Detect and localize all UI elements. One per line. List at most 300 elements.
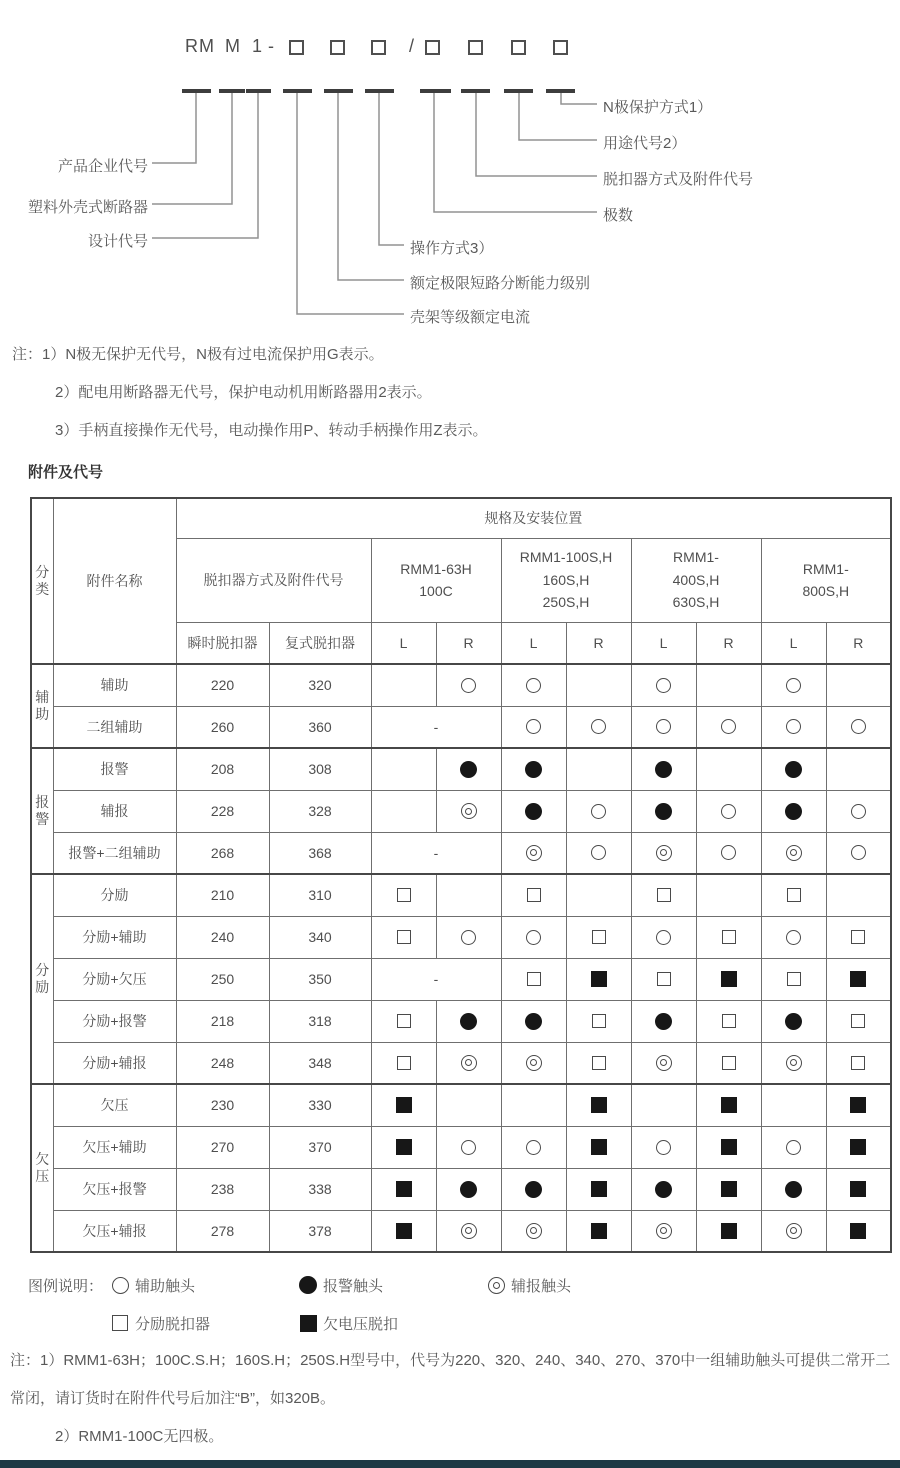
undervoltage-release-symbol (396, 1097, 412, 1113)
instant-code-cell: 270 (176, 1126, 269, 1168)
symbol-cell (826, 916, 891, 958)
label-usage-code: 用途代号2） (603, 135, 687, 152)
accessory-name-cell: 辅报 (53, 790, 176, 832)
shunt-release-symbol (722, 1056, 736, 1070)
symbol-cell (696, 916, 761, 958)
symbol-cell (631, 916, 696, 958)
aux-alarm-contact-icon (488, 1277, 505, 1294)
table-row (31, 1210, 891, 1252)
not-available-cell: - (371, 958, 501, 1000)
aux-alarm-contact-symbol (526, 845, 542, 861)
alarm-contact-icon (299, 1276, 317, 1294)
symbol-cell (436, 748, 501, 790)
aux-contact-symbol (461, 678, 476, 693)
undervoltage-release-symbol (591, 1223, 607, 1239)
label-enterprise-code: 产品企业代号 (57, 158, 148, 175)
code-part-m: M (225, 36, 241, 56)
symbol-cell (371, 1084, 436, 1126)
header-accessory-name: 附件名称 (53, 498, 176, 664)
symbol-cell (826, 1042, 891, 1084)
symbol-cell (631, 958, 696, 1000)
aux-contact-symbol (461, 930, 476, 945)
aux-contact-symbol (721, 719, 736, 734)
category-cell: 报警 (31, 748, 53, 874)
instant-code-cell: 240 (176, 916, 269, 958)
symbol-cell (696, 706, 761, 748)
undervoltage-release-symbol (850, 1223, 866, 1239)
symbol-cell (696, 1210, 761, 1252)
aux-alarm-contact-symbol (656, 1223, 672, 1239)
aux-contact-icon (112, 1277, 129, 1294)
header-model: RMM1-100S,H 160S,H 250S,H (501, 538, 631, 622)
symbol-cell (761, 1084, 826, 1126)
symbol-cell (696, 874, 761, 916)
label-breaking-capacity: 额定极限短路分断能力级别 (410, 275, 591, 292)
shunt-release-symbol (657, 888, 671, 902)
symbol-cell (371, 1042, 436, 1084)
instant-code-cell: 210 (176, 874, 269, 916)
aux-contact-symbol (656, 678, 671, 693)
symbol-cell (631, 832, 696, 874)
header-right: R (826, 622, 891, 664)
header-category: 分类 (31, 498, 53, 664)
symbol-cell (761, 958, 826, 1000)
compound-code-cell: 338 (269, 1168, 371, 1210)
legend (28, 1266, 900, 1342)
symbol-cell (436, 664, 501, 706)
code-part-dash: - (268, 36, 275, 56)
notes-bottom (0, 1342, 900, 1456)
shunt-release-symbol (851, 930, 865, 944)
table-row (31, 916, 891, 958)
shunt-release-symbol (787, 888, 801, 902)
accessory-name-cell: 欠压+辅报 (53, 1210, 176, 1252)
legend-item-text: 欠电压脱扣 (323, 1315, 399, 1333)
symbol-cell (696, 832, 761, 874)
accessory-name-cell: 辅助 (53, 664, 176, 706)
code-box (553, 40, 568, 55)
symbol-cell (566, 916, 631, 958)
code-part-1: 1 (252, 36, 264, 56)
aux-contact-symbol (721, 804, 736, 819)
symbol-cell (631, 706, 696, 748)
symbol-cell (761, 1126, 826, 1168)
symbol-cell (501, 1042, 566, 1084)
aux-contact-symbol (526, 930, 541, 945)
alarm-contact-symbol (460, 1013, 477, 1030)
symbol-cell (501, 832, 566, 874)
aux-contact-symbol (526, 719, 541, 734)
shunt-release-symbol (397, 1056, 411, 1070)
table-row (31, 874, 891, 916)
symbol-cell (501, 1168, 566, 1210)
symbol-cell (826, 958, 891, 1000)
aux-contact-symbol (786, 1140, 801, 1155)
symbol-cell (761, 1000, 826, 1042)
aux-alarm-contact-symbol (786, 1055, 802, 1071)
aux-alarm-contact-symbol (461, 1055, 477, 1071)
instant-code-cell: 238 (176, 1168, 269, 1210)
header-left: L (371, 622, 436, 664)
symbol-cell (826, 790, 891, 832)
symbol-cell (501, 748, 566, 790)
aux-contact-symbol (591, 804, 606, 819)
table-row (31, 1126, 891, 1168)
table-row (31, 1042, 891, 1084)
instant-code-cell: 208 (176, 748, 269, 790)
legend-label: 图例说明： (28, 1277, 104, 1295)
symbol-cell (631, 664, 696, 706)
symbol-cell (631, 790, 696, 832)
symbol-cell (566, 1168, 631, 1210)
instant-code-cell: 278 (176, 1210, 269, 1252)
header-model: RMM1-63H 100C (371, 538, 501, 622)
instant-code-cell: 228 (176, 790, 269, 832)
shunt-release-symbol (397, 930, 411, 944)
instant-code-cell: 248 (176, 1042, 269, 1084)
shunt-release-symbol (722, 930, 736, 944)
accessory-name-cell: 报警+二组辅助 (53, 832, 176, 874)
header-spec-position: 规格及安装位置 (176, 498, 891, 538)
aux-contact-symbol (786, 678, 801, 693)
label-design-code: 设计代号 (87, 233, 148, 250)
label-operation-mode: 操作方式3） (410, 240, 494, 257)
instant-code-cell: 230 (176, 1084, 269, 1126)
symbol-cell (566, 790, 631, 832)
symbol-cell (761, 706, 826, 748)
note-line: 2）配电用断路器无代号，保护电动机用断路器用2表示。 (55, 384, 432, 401)
shunt-release-symbol (592, 1014, 606, 1028)
undervoltage-release-icon (300, 1315, 317, 1332)
shunt-release-symbol (397, 1014, 411, 1028)
code-box (289, 40, 304, 55)
shunt-release-symbol (851, 1014, 865, 1028)
table-row (31, 832, 891, 874)
symbol-cell (826, 1168, 891, 1210)
accessory-name-cell: 欠压+报警 (53, 1168, 176, 1210)
symbol-cell (371, 1168, 436, 1210)
shunt-release-symbol (722, 1014, 736, 1028)
compound-code-cell: 348 (269, 1042, 371, 1084)
alarm-contact-symbol (525, 803, 542, 820)
undervoltage-release-symbol (591, 1139, 607, 1155)
accessory-name-cell: 分励+辅报 (53, 1042, 176, 1084)
symbol-cell (761, 664, 826, 706)
table-row (31, 790, 891, 832)
label-mccb: 塑料外壳式断路器 (27, 199, 148, 216)
symbol-cell (761, 1042, 826, 1084)
undervoltage-release-symbol (850, 1139, 866, 1155)
legend-item (293, 1313, 481, 1334)
category-cell: 分励 (31, 874, 53, 1084)
symbol-cell (696, 1084, 761, 1126)
symbol-cell (371, 916, 436, 958)
symbol-cell (826, 664, 891, 706)
symbol-cell (566, 958, 631, 1000)
aux-contact-symbol (721, 845, 736, 860)
alarm-contact-symbol (525, 761, 542, 778)
symbol-cell (826, 1126, 891, 1168)
symbol-cell (371, 1126, 436, 1168)
symbol-cell (761, 916, 826, 958)
symbol-cell (826, 706, 891, 748)
table-row (31, 958, 891, 1000)
legend-item-text: 辅报触头 (511, 1277, 572, 1295)
aux-contact-symbol (526, 1140, 541, 1155)
shunt-release-symbol (527, 972, 541, 986)
shunt-release-symbol (657, 972, 671, 986)
compound-code-cell: 328 (269, 790, 371, 832)
symbol-cell (436, 1000, 501, 1042)
accessory-name-cell: 分励 (53, 874, 176, 916)
header-right: R (436, 622, 501, 664)
alarm-contact-symbol (655, 1013, 672, 1030)
undervoltage-release-symbol (591, 1097, 607, 1113)
compound-code-cell: 320 (269, 664, 371, 706)
alarm-contact-symbol (525, 1181, 542, 1198)
compound-code-cell: 330 (269, 1084, 371, 1126)
aux-alarm-contact-symbol (656, 1055, 672, 1071)
note-paragraph: 注：1）RMM1-63H；100C.S.H；160S.H；250S.H型号中，代号为220、320、240、340、270、370中一组辅助触头可提供二常开二常闭，请订货时在附件代号后加注“B”，如320B。 (10, 1352, 891, 1407)
accessory-name-cell: 报警 (53, 748, 176, 790)
accessory-name-cell: 分励+欠压 (53, 958, 176, 1000)
symbol-cell (371, 790, 436, 832)
aux-contact-symbol (786, 719, 801, 734)
aux-contact-symbol (851, 719, 866, 734)
symbol-cell (566, 874, 631, 916)
aux-contact-symbol (656, 719, 671, 734)
symbol-cell (501, 874, 566, 916)
aux-alarm-contact-symbol (786, 1223, 802, 1239)
shunt-release-symbol (851, 1056, 865, 1070)
symbol-cell (826, 1000, 891, 1042)
aux-contact-symbol (591, 719, 606, 734)
header-model: RMM1- 400S,H 630S,H (631, 538, 761, 622)
symbol-cell (566, 748, 631, 790)
note-line: 注：1）N极无保护无代号，N极有过电流保护用G表示。 (12, 346, 384, 363)
code-box (511, 40, 526, 55)
symbol-cell (631, 1126, 696, 1168)
undervoltage-release-symbol (721, 1181, 737, 1197)
code-box (330, 40, 345, 55)
accessory-name-cell: 二组辅助 (53, 706, 176, 748)
symbol-cell (371, 1000, 436, 1042)
symbol-cell (436, 790, 501, 832)
legend-row-2 (105, 1304, 900, 1342)
symbol-cell (436, 1168, 501, 1210)
symbol-cell (631, 1084, 696, 1126)
note-line: 2）RMM1-100C无四极。 (55, 1428, 224, 1445)
undervoltage-release-symbol (591, 971, 607, 987)
accessory-name-cell: 分励+报警 (53, 1000, 176, 1042)
symbol-cell (436, 1210, 501, 1252)
legend-item (293, 1275, 481, 1296)
aux-alarm-contact-symbol (786, 845, 802, 861)
undervoltage-release-symbol (396, 1181, 412, 1197)
accessory-name-cell: 分励+辅助 (53, 916, 176, 958)
symbol-cell (436, 1126, 501, 1168)
symbol-cell (761, 748, 826, 790)
instant-code-cell: 268 (176, 832, 269, 874)
alarm-contact-symbol (785, 803, 802, 820)
symbol-cell (566, 1000, 631, 1042)
legend-row-1 (28, 1266, 900, 1304)
symbol-cell (371, 874, 436, 916)
undervoltage-release-symbol (850, 971, 866, 987)
symbol-cell (501, 916, 566, 958)
undervoltage-release-symbol (721, 1097, 737, 1113)
aux-contact-symbol (591, 845, 606, 860)
symbol-cell (696, 1000, 761, 1042)
alarm-contact-symbol (785, 1013, 802, 1030)
aux-contact-symbol (786, 930, 801, 945)
header-model: RMM1- 800S,H (761, 538, 891, 622)
compound-code-cell: 318 (269, 1000, 371, 1042)
instant-code-cell: 250 (176, 958, 269, 1000)
compound-code-cell: 368 (269, 832, 371, 874)
not-available-cell: - (371, 706, 501, 748)
symbol-cell (566, 832, 631, 874)
instant-code-cell: 220 (176, 664, 269, 706)
compound-code-cell: 350 (269, 958, 371, 1000)
aux-contact-symbol (851, 845, 866, 860)
undervoltage-release-symbol (396, 1139, 412, 1155)
shunt-release-symbol (787, 972, 801, 986)
section-title: 附件及代号 (28, 464, 104, 481)
code-part-rm: RM (185, 36, 215, 56)
symbol-cell (826, 748, 891, 790)
alarm-contact-symbol (460, 761, 477, 778)
legend-item (105, 1313, 293, 1334)
note-line: 3）手柄直接操作无代号，电动操作用P、转动手柄操作用Z表示。 (55, 422, 488, 439)
compound-code-cell: 360 (269, 706, 371, 748)
symbol-cell (696, 790, 761, 832)
label-poles: 极数 (603, 207, 634, 224)
symbol-cell (696, 664, 761, 706)
table-row (31, 706, 891, 748)
symbol-cell (566, 1084, 631, 1126)
symbol-cell (436, 916, 501, 958)
aux-alarm-contact-symbol (656, 845, 672, 861)
shunt-release-symbol (592, 1056, 606, 1070)
table-row (31, 1084, 891, 1126)
header-right: R (566, 622, 631, 664)
undervoltage-release-symbol (850, 1181, 866, 1197)
not-available-cell: - (371, 832, 501, 874)
label-release-accessory-code: 脱扣器方式及附件代号 (603, 171, 754, 188)
category-cell: 欠压 (31, 1084, 53, 1252)
symbol-cell (566, 664, 631, 706)
undervoltage-release-symbol (591, 1181, 607, 1197)
symbol-cell (436, 874, 501, 916)
symbol-cell (566, 706, 631, 748)
symbol-cell (696, 1126, 761, 1168)
alarm-contact-symbol (655, 761, 672, 778)
instant-code-cell: 260 (176, 706, 269, 748)
table-row (31, 748, 891, 790)
alarm-contact-symbol (525, 1013, 542, 1030)
symbol-cell (631, 1042, 696, 1084)
symbol-cell (501, 790, 566, 832)
undervoltage-release-symbol (721, 1223, 737, 1239)
legend-item-text: 分励脱扣器 (135, 1315, 211, 1333)
alarm-contact-symbol (785, 1181, 802, 1198)
symbol-cell (631, 1000, 696, 1042)
header-release-code: 脱扣器方式及附件代号 (176, 538, 371, 622)
model-code-diagram (0, 0, 900, 330)
symbol-cell (501, 1084, 566, 1126)
symbol-cell (501, 1000, 566, 1042)
compound-code-cell: 308 (269, 748, 371, 790)
compound-code-cell: 370 (269, 1126, 371, 1168)
compound-code-cell: 340 (269, 916, 371, 958)
table-row (31, 664, 891, 706)
symbol-cell (371, 748, 436, 790)
symbol-cell (436, 1042, 501, 1084)
symbol-cell (436, 1084, 501, 1126)
category-cell: 辅助 (31, 664, 53, 748)
symbol-cell (826, 832, 891, 874)
compound-code-cell: 310 (269, 874, 371, 916)
aux-alarm-contact-symbol (461, 803, 477, 819)
symbol-cell (631, 748, 696, 790)
label-frame-rated-current: 壳架等级额定电流 (410, 309, 531, 326)
legend-item-text: 报警触头 (323, 1277, 384, 1295)
code-part-slash: / (409, 36, 416, 56)
symbol-cell (761, 1210, 826, 1252)
symbol-cell (371, 1210, 436, 1252)
symbol-cell (761, 874, 826, 916)
shunt-release-icon (112, 1315, 128, 1331)
table-row (31, 1000, 891, 1042)
symbol-cell (696, 958, 761, 1000)
symbol-cell (761, 790, 826, 832)
compound-code-cell: 378 (269, 1210, 371, 1252)
aux-contact-symbol (461, 1140, 476, 1155)
symbol-cell (696, 1042, 761, 1084)
legend-item (481, 1275, 669, 1296)
symbol-cell (566, 1126, 631, 1168)
symbol-cell (761, 1168, 826, 1210)
aux-contact-symbol (526, 678, 541, 693)
aux-contact-symbol (851, 804, 866, 819)
aux-contact-symbol (656, 1140, 671, 1155)
legend-item-text: 辅助触头 (135, 1277, 196, 1295)
symbol-cell (566, 1042, 631, 1084)
aux-alarm-contact-symbol (526, 1223, 542, 1239)
shunt-release-symbol (592, 930, 606, 944)
symbol-cell (501, 664, 566, 706)
alarm-contact-symbol (655, 1181, 672, 1198)
code-box (371, 40, 386, 55)
label-n-pole-protection: N极保护方式1） (603, 99, 713, 116)
footer-bar (0, 1460, 900, 1468)
accessories-table (30, 497, 892, 1253)
symbol-cell (501, 1126, 566, 1168)
header-left: L (501, 622, 566, 664)
aux-contact-symbol (656, 930, 671, 945)
symbol-cell (566, 1210, 631, 1252)
symbol-cell (631, 874, 696, 916)
undervoltage-release-symbol (721, 971, 737, 987)
table-row (31, 1168, 891, 1210)
undervoltage-release-symbol (850, 1097, 866, 1113)
accessory-name-cell: 欠压 (53, 1084, 176, 1126)
header-left: L (761, 622, 826, 664)
shunt-release-symbol (527, 888, 541, 902)
header-instant-release: 瞬时脱扣器 (176, 622, 269, 664)
symbol-cell (761, 832, 826, 874)
